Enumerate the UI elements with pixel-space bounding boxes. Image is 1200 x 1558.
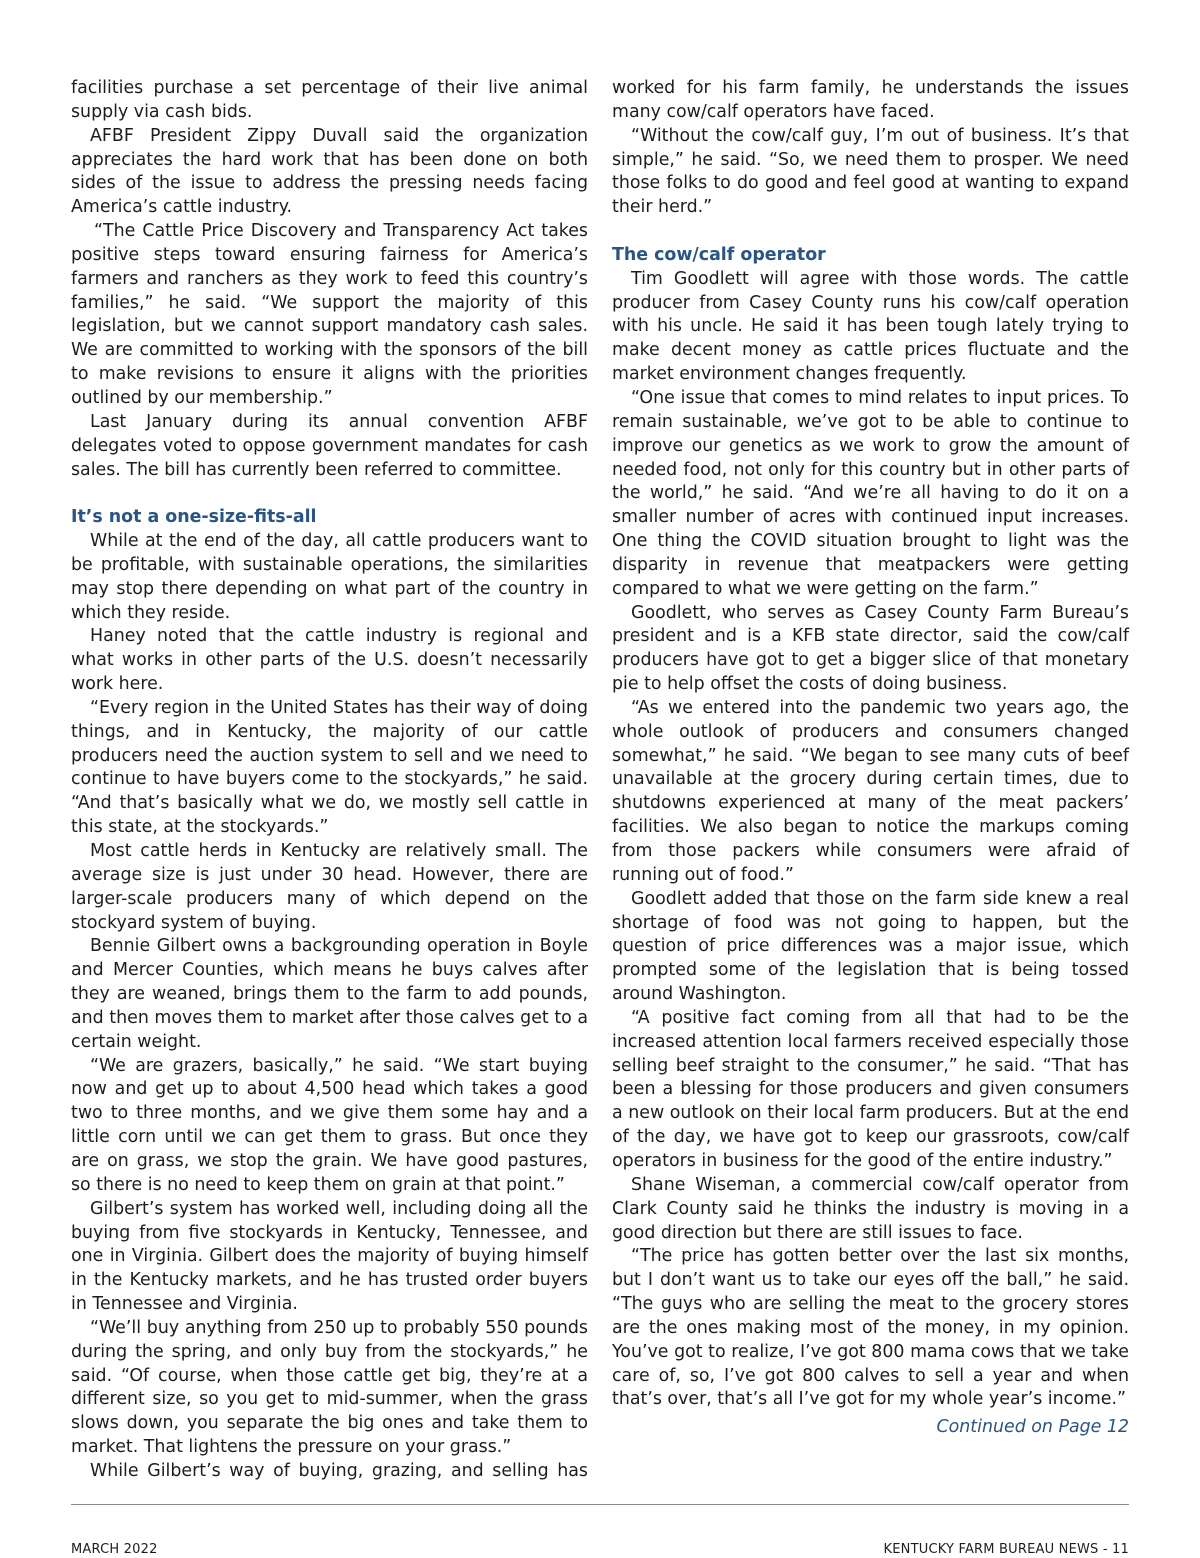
section-heading: The cow/calf operator bbox=[612, 244, 826, 265]
paragraph: “We are grazers, basically,” he said. “We start buying now and get up to about 4,500 head which takes a good two to three months, and we give them some hay and a little corn until we can get them to grass. But once they are on grass, we stop the grain. We have good pastures, so there is no need to keep them on grain at that point.” bbox=[71, 1055, 588, 1195]
paragraph: Most cattle herds in Kentucky are relatively small. The average size is just under 30 head. However, there are larger-scale producers many of which depend on the stockyard system of buying. bbox=[71, 841, 588, 933]
paragraph: Tim Goodlett will agree with those words. The cattle producer from Casey County runs his cow/calf operation with his uncle. He said it has been tough lately trying to make decent money as cattle prices fluctuate and the market environment changes frequently. bbox=[612, 268, 1129, 385]
paragraph: “One issue that comes to mind relates to input prices. To remain sustainable, we’ve got to be able to continue to improve our genetics as we work to grow the amount of needed food, not only for this country but in other parts of the world,” he said. “And we’re all having to do it on a smaller number of acres with continued input increases. One thing the COVID situation brought to light was the disparity in revenue that meatpackers were getting compared to what we were getting on the farm.” bbox=[612, 387, 1129, 599]
paragraph: facilities purchase a set percentage of their live animal supply via cash bids. bbox=[71, 78, 588, 122]
paragraph: Shane Wiseman, a commercial cow/calf operator from Clark County said he thinks the industry is moving in a good direction but there are still issues to face. bbox=[612, 1174, 1129, 1243]
footer-publication: KENTUCKY FARM BUREAU NEWS - 11 bbox=[883, 1542, 1129, 1557]
paragraph: Haney noted that the cattle industry is regional and what works in other parts of the U.S. doesn’t necessarily work here. bbox=[71, 626, 588, 695]
section-heading: It’s not a one-size-fits-all bbox=[71, 507, 317, 528]
paragraph: “The price has gotten better over the last six months, but I don’t want us to take our eyes off the ball,” he said. “The guys who are selling the meat to the grocery stores are the ones making most of the money, in my opinion. You’ve got to realize, I’ve got 800 mama cows that we take care of, so, I’ve got 800 calves to sell a year and when that’s over, that’s all I’ve got for my whole year’s income.” bbox=[612, 1246, 1129, 1410]
footer-date: MARCH 2022 bbox=[71, 1542, 158, 1557]
paragraph: “Without the cow/calf guy, I’m out of business. It’s that simple,” he said. “So, we need them to prosper. We need those folks to do good and feel good at wanting to expand their herd.” bbox=[612, 125, 1129, 218]
right-column bbox=[612, 77, 1129, 1440]
paragraph: While Gilbert’s way of buying, grazing, and selling has bbox=[90, 1460, 588, 1481]
paragraph: Bennie Gilbert owns a backgrounding operation in Boyle and Mercer Counties, which means he buys calves after they are weaned, brings them to the farm to add pounds, and then moves them to market after those calves get to a certain weight. bbox=[71, 936, 588, 1052]
continued-notice: Continued on Page 12 bbox=[936, 1417, 1129, 1438]
paragraph: Goodlett added that those on the farm side knew a real shortage of food was not going to happen, but the question of price differences was a major issue, which prompted some of the legislation that is being tossed around Washington. bbox=[612, 888, 1129, 1005]
paragraph: While at the end of the day, all cattle producers want to be profitable, with sustainable operations, the similarities may stop there depending on what part of the country in which they reside. bbox=[71, 531, 588, 623]
paragraph: Last January during its annual convention AFBF delegates voted to oppose government mandates for cash sales. The bill has currently been referred to committee. bbox=[71, 411, 588, 480]
paragraph: “As we entered into the pandemic two years ago, the whole outlook of producers and consumers changed somewhat,” he said. “We began to see many cuts of beef unavailable at the grocery during certain times, due to shutdowns experienced at many of the meat packers’ facilities. We also began to notice the markups coming from those packers while consumers were afraid of running out of food.” bbox=[612, 697, 1129, 885]
paragraph: “Every region in the United States has their way of doing things, and in Kentucky, the majority of our cattle producers need the auction system to sell and we need to continue to have buyers come to the stockyards,” he said. “And that’s basically what we do, we mostly sell cattle in this state, at the stockyards.” bbox=[71, 697, 588, 838]
paragraph: “A positive fact coming from all that had to be the increased attention local farmers received especially those selling beef straight to the consumer,” he said. “That has been a blessing for those producers and given consumers a new outlook on their local farm producers. But at the end of the day, we have got to keep our grassroots, cow/calf operators in business for the good of the entire industry.” bbox=[612, 1007, 1129, 1171]
paragraph: AFBF President Zippy Duvall said the organization appreciates the hard work that has been done on both sides of the issue to address the pressing needs facing America’s cattle industry. bbox=[71, 125, 588, 218]
paragraph: worked for his farm family, he understands the issues many cow/calf operators have faced. bbox=[612, 78, 1129, 122]
paragraph: Gilbert’s system has worked well, including doing all the buying from five stockyards in Kentucky, Tennessee, and one in Virginia. Gilbert does the majority of buying himself in the Kentucky markets, and he has trusted order buyers in Tennessee and Virginia. bbox=[71, 1198, 588, 1315]
left-column bbox=[71, 77, 588, 1484]
footer-divider bbox=[71, 1504, 1129, 1505]
paragraph: “We’ll buy anything from 250 up to probably 550 pounds during the spring, and only buy from the stockyards,” he said. “Of course, when those cattle get big, they’re at a different size, so you get to mid-summer, when the grass slows down, you separate the big ones and take them to market. That lightens the pressure on your grass.” bbox=[71, 1317, 588, 1458]
paragraph: Goodlett, who serves as Casey County Farm Bureau’s president and is a KFB state director, said the cow/calf producers have got to get a bigger slice of that monetary pie to help offset the costs of doing business. bbox=[612, 602, 1129, 695]
paragraph: “The Cattle Price Discovery and Transparency Act takes positive steps toward ensuring fairness for America’s farmers and ranchers as they work to feed this country’s families,” he said. “We support the majority of this legislation, but we cannot support mandatory cash sales. We are committed to working with the sponsors of the bill to make revisions to ensure it aligns with the priorities outlined by our membership.” bbox=[71, 221, 588, 408]
